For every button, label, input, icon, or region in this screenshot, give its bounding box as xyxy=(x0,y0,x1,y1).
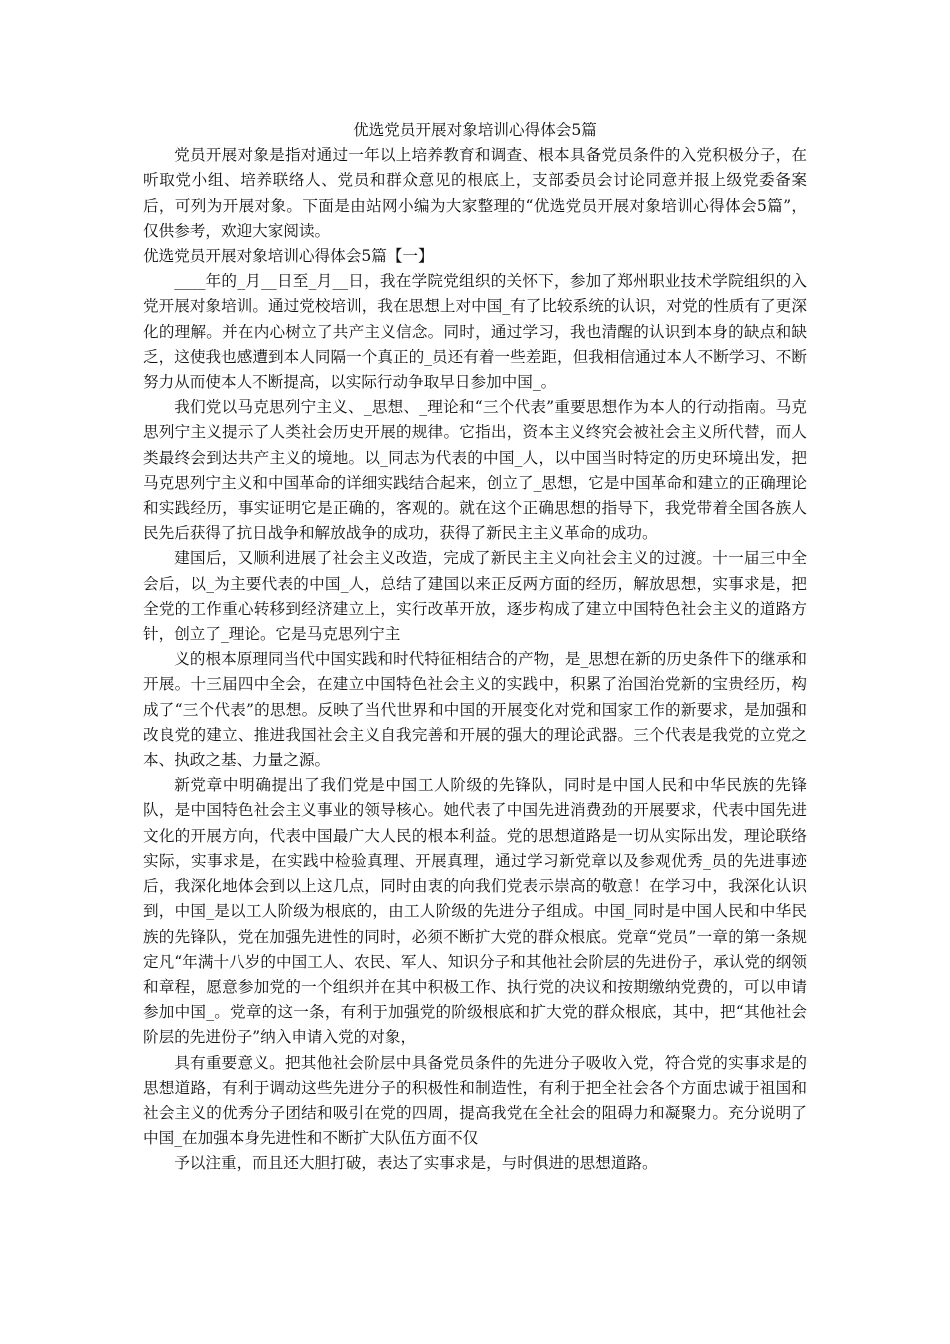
body-paragraph: 具有重要意义。把其他社会阶层中具备党员条件的先进分子吸收入党，符合党的实事求是的思想道路，有利于调动这些先进分子的积极性和制造性，有利于把全社会各个方面忠诚于祖国和社会主义的优秀分子团结和吸引在党的四周，提高我党在全社会的阻碍力和凝聚力。充分说明了中国_在加强本身先进性和不断扩大队伍方面不仅 xyxy=(143,1053,807,1148)
body-paragraph: 予以注重，而且还大胆打破，表达了实事求是，与时俱进的思想道路。 xyxy=(174,1154,658,1173)
body-paragraph: 我们党以马克思列宁主义、_思想、_理论和“三个代表”重要思想作为本人的行动指南。马克思列宁主义提示了人类社会历史开展的规律。它指出，资本主义终究会被社会主义所代替，而人类最终会到达共产主义的境地。以_同志为代表的中国_人，以中国当时特定的历史环境出发，把马克思列宁主义和中国革命的详细实践结合起来，创立了_思想，它是中国革命和建立的正确理论和实践经历，事实证明它是正确的，客观的。就在这个正确思想的指导下，我党带着全国各族人民先后获得了抗日战争和解放战争的成功，获得了新民主主义革命的成功。 xyxy=(143,398,807,543)
intro-paragraph: 党员开展对象是指对通过一年以上培养教育和调查、根本具备党员条件的入党积极分子，在听取党小组、培养联络人、党员和群众意见的根底上，支部委员会讨论同意并报上级党委备案后，可列为开展对象。下面是由站网小编为大家整理的“优选党员开展对象培训心得体会5篇”，仅供参考，欢迎大家阅读。 xyxy=(143,146,807,240)
body-paragraph: 建国后，又顺利进展了社会主义改造，完成了新民主主义向社会主义的过渡。十一届三中全会后，以_为主要代表的中国_人，总结了建国以来正反两方面的经历，解放思想，实事求是，把全党的工作重心转移到经济建立上，实行改革开放，逐步构成了建立中国特色社会主义的道路方针，创立了_理论。它是马克思列宁主 xyxy=(143,549,807,644)
document-title: 优选党员开展对象培训心得体会5篇 xyxy=(353,121,597,139)
section-heading: 优选党员开展对象培训心得体会5篇【一】 xyxy=(143,247,434,266)
body-paragraph: ____年的_月__日至_月__日，我在学院党组织的关怀下，参加了郑州职业技术学院组织的入党开展对象培训。通过党校培训，我在思想上对中国_有了比较系统的认识，对党的性质有了更深化的理解。并在内心树立了共产主义信念。同时，通过学习，我也清醒的认识到本身的缺点和缺乏，这使我也感遭到本人同隔一个真正的_员还有着一些差距，但我相信通过本人不断学习、不断努力从而使本人不断提高，以实际行动争取早日参加中国_。 xyxy=(143,272,807,392)
body-paragraph: 义的根本原理同当代中国实践和时代特征相结合的产物，是_思想在新的历史条件下的继承和开展。十三届四中全会，在建立中国特色社会主义的实践中，积累了治国治党新的宝贵经历，构成了“三个代表”的思想。反映了当代世界和中国的开展变化对党和国家工作的新要求，是加强和改良党的建立、推进我国社会主义自我完善和开展的强大的理论武器。三个代表是我党的立党之本、执政之基、力量之源。 xyxy=(143,650,807,770)
body-paragraph: 新党章中明确提出了我们党是中国工人阶级的先锋队，同时是中国人民和中华民族的先锋队，是中国特色社会主义事业的领导核心。她代表了中国先进消费劲的开展要求，代表中国先进文化的开展方向，代表中国最广大人民的根本利益。党的思想道路是一切从实际出发，理论联络实际，实事求是，在实践中检验真理、开展真理，通过学习新党章以及参观优秀_员的先进事迹后，我深化地体会到以上这几点，同时由衷的向我们党表示崇高的敬意！在学习中，我深化认识到，中国_是以工人阶级为根底的，由工人阶级的先进分子组成。中国_同时是中国人民和中华民族的先锋队，党在加强先进性的同时，必须不断扩大党的群众根底。党章“党员”一章的第一条规定凡“年满十八岁的中国工人、农民、军人、知识分子和其他社会阶层的先进份子，承认党的纲领和章程，愿意参加党的一个组织并在其中积极工作、执行党的决议和按期缴纳党费的，可以申请参加中国_。党章的这一条，有利于加强党的阶级根底和扩大党的群众根底，其中，把“其他社会阶层的先进份子”纳入申请入党的对象， xyxy=(143,776,807,1047)
document-page xyxy=(143,118,807,1177)
